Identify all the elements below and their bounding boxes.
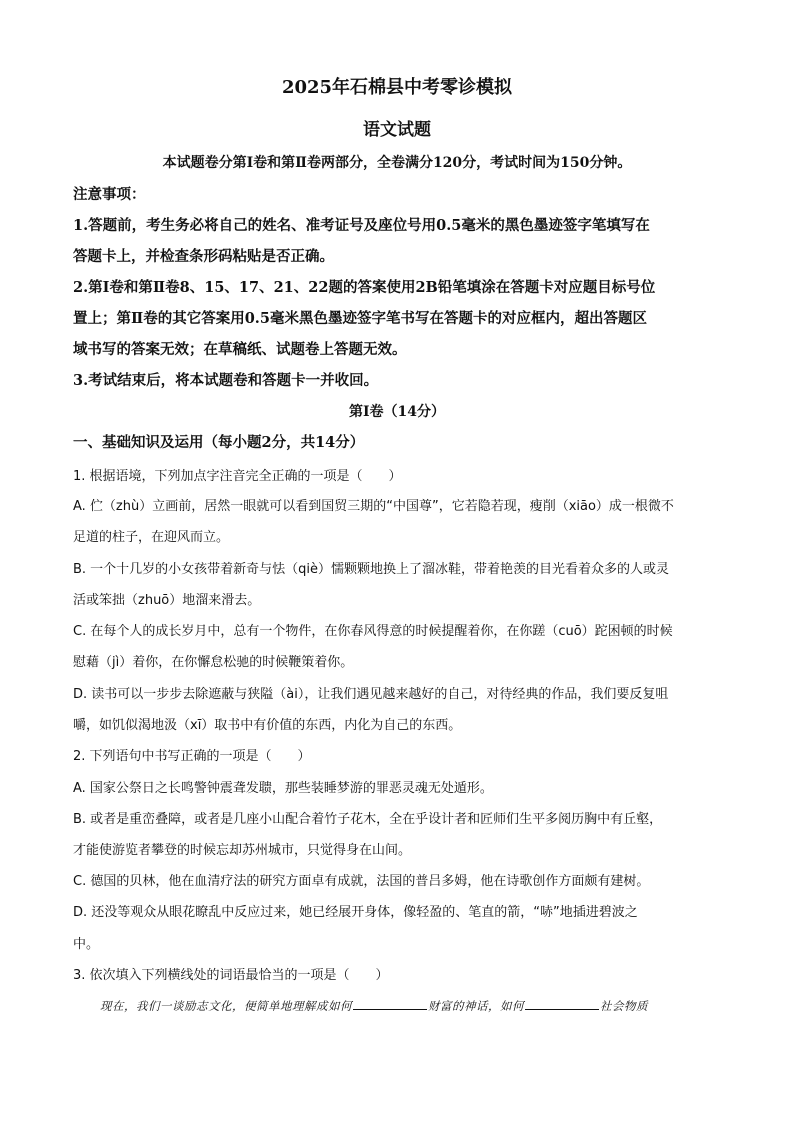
q2-option-d-line-2: 中。 [73,937,100,952]
q2-stem: 2. 下列语句中书写正确的一项是（ ） [73,749,311,764]
part-1-heading: 一、基础知识及运用（每小题2分，共14分） [73,434,365,451]
q1-option-d-line-1: D. 读书可以一步步去除遮蔽与狭隘（ài），让我们遇见越来越好的自己，对待经典的作品，我们要反复咀 [73,687,669,702]
exam-title: 2025年石棉县中考零诊模拟 [281,77,513,98]
q3-passage [100,997,648,1014]
note-2-line-3: 域书写的答案无效；在草稿纸、试题卷上答题无效。 [73,341,407,358]
q1-option-d-line-2: 嚼，如饥似渴地汲（xī）取书中有价值的东西，内化为自己的东西。 [73,718,462,733]
volume-heading: 第Ⅰ卷（14分） [348,404,446,420]
note-1-line-2: 答题卡上，并检查条形码粘贴是否正确。 [73,248,334,265]
q2-option-b-line-2: 才能使游览者攀登的时候忘却苏州城市，只觉得身在山间。 [73,843,412,858]
q2-option-c: C. 德国的贝林，他在血清疗法的研究方面卓有成就，法国的普吕多姆，他在诗歌创作方面颇有建树。 [73,874,650,889]
exam-subtitle: 语文试题 [363,120,431,140]
q3-blank-2 [525,997,599,1010]
q3-blank-1 [353,997,427,1010]
q1-stem: 1. 根据语境，下列加点字注音完全正确的一项是（ ） [73,469,402,484]
notes-heading: 注意事项： [73,186,146,203]
q3-passage-part-2: 财富的神话，如何 [428,999,524,1013]
q3-passage-part-1: 现在，我们一谈励志文化，便简单地理解成如何 [100,999,352,1013]
note-3: 3.考试结束后，将本试题卷和答题卡一并收回。 [73,372,379,389]
q1-option-a-line-2: 足道的柱子，在迎风而立。 [73,530,230,545]
q2-option-b-line-1: B. 或者是重峦叠障，或者是几座小山配合着竹子花木，全在乎设计者和匠师们生平多阅历胸中有丘壑， [73,812,663,827]
note-2-line-2: 置上；第Ⅱ卷的其它答案用0.5毫米黑色墨迹签字笔书写在答题卡的对应框内，超出答题区 [73,310,647,327]
q1-option-a-line-1: A. 伫（zhù）立画前，居然一眼就可以看到国贸三期的“中国尊”，它若隐若现，瘦削（xiāo）成一根微不 [73,499,674,514]
q3-passage-part-3: 社会物质 [600,999,648,1013]
exam-intro: 本试题卷分第Ⅰ卷和第Ⅱ卷两部分，全卷满分120分，考试时间为150分钟。 [162,155,632,171]
q2-option-d-line-1: D. 还没等观众从眼花瞭乱中反应过来，她已经展开身体，像轻盈的、笔直的箭，“哧”地插进碧波之 [73,905,638,920]
q3-stem: 3. 依次填入下列横线处的词语最恰当的一项是（ ） [73,968,389,983]
q1-option-b-line-1: B. 一个十几岁的小女孩带着新奇与怯（qiè）懦颗颗地换上了溜冰鞋，带着艳羡的目光看着众多的人或灵 [73,562,670,577]
note-1-line-1: 1.答题前，考生务必将自己的姓名、准考证号及座位号用0.5毫米的黑色墨迹签字笔填写在 [73,217,650,234]
q1-option-b-line-2: 活或笨拙（zhuō）地溜来滑去。 [73,593,261,608]
q1-option-c-line-2: 慰藉（jì）着你，在你懈怠松驰的时候鞭策着你。 [73,655,354,670]
q1-option-c-line-1: C. 在每个人的成长岁月中，总有一个物件，在你春风得意的时候提醒着你，在你蹉（cuō）跎困顿的时候 [73,624,673,639]
q2-option-a: A. 国家公祭日之长鸣警钟震聋发聩，那些装睡梦游的罪恶灵魂无处遁形。 [73,781,493,796]
note-2-line-1: 2.第Ⅰ卷和第Ⅱ卷8、15、17、21、22题的答案使用2B铅笔填涂在答题卡对应题目标号位 [73,279,656,296]
